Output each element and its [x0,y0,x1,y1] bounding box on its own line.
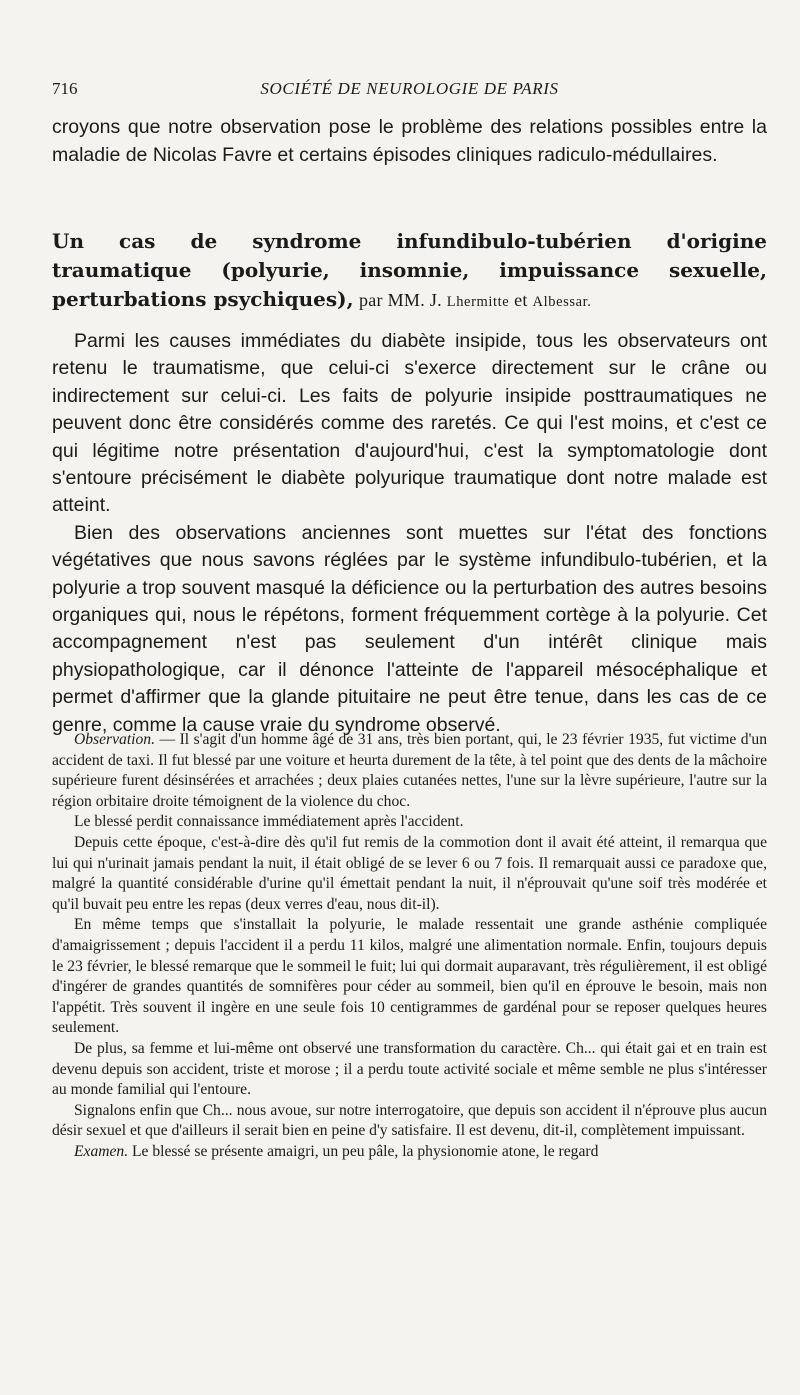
examen-text: Le blessé se présente amaigri, un peu pâle, la physionomie atone, le regard [128,1142,599,1160]
observation-paragraph-4: En même temps que s'installait la polyurie, le malade ressentait une grande asthénie compliquée d'amaigrissement ; depuis l'accident il a perdu 11 kilos, malgré une alimentation normale. Enfin, toujours depuis le 23 février, le blessé remarque que le sommeil le fuit; lui qui dormait auparavant, très régulièrement, il est obligé d'ingérer de grandes quantités de somnifères pour céder au sommeil, bien qu'il en éprouve le besoin, mais non l'appétit. Très souvent il ingère en une seule fois 10 centigrammes de gardénal pour se reposer quelques heures seulement. [52,916,767,1037]
observation-text-1: Il s'agit d'un homme âgé de 31 ans, très bien portant, qui, le 23 février 1935, fut victime d'un accident de taxi. Il fut blessé par une voiture et heurta durement de la tête, à tel point que des dents de la mâchoire supérieure furent désinsérées et arrachées ; deux plaies cutanées nettes, l'une sur la lèvre supérieure, l'autre sur la région orbitaire droite témoignent de la violence du choc. [52,731,767,810]
observation-paragraph-5: De plus, sa femme et lui-même ont observé une transformation du caractère. Ch... qui était gai et en train est devenu depuis son accident, triste et morose ; il a perdu toute activité sociale et même semble ne plus s'intéresser au monde familial qui l'entoure. [52,1039,767,1099]
observation-label: Observation. [74,731,155,748]
running-title: SOCIÉTÉ DE NEUROLOGIE DE PARIS [260,79,559,98]
intro-text [52,328,767,739]
author-lhermitte: Lhermitte [446,294,510,310]
examen-paragraph [52,1142,767,1163]
page-header [52,79,767,103]
examen-label: Examen. [74,1142,129,1160]
lead-paragraph: croyons que notre observation pose le problème des relations possibles entre la maladie de Nicolas Favre et certains épisodes cliniques radiculo-médullaires. [52,116,767,166]
authors-join: et [514,290,528,310]
authors-prefix: par MM. J. [358,290,442,310]
author-albessar: Albessar. [532,294,592,310]
intro-paragraph-1: Parmi les causes immédiates du diabète insipide, tous les observateurs ont retenu le traumatisme, que celui-ci s'exerce directement sur le crâne ou indirectement sur celui-ci. Les faits de polyurie insipide posttraumatiques ne peuvent donc être considérés comme des raretés. Ce qui l'est moins, et c'est ce qui légitime notre présentation d'aujourd'hui, c'est la symptomatologie dont s'entoure précisément le diabète polyurique traumatique dont notre malade est atteint. [52,330,767,517]
article-heading [52,227,767,317]
article-title: Un cas de syndrome infundibulo-tubérien d'origine traumatique (polyurie, insomnie, impuissance sexuelle, perturbations psychiques), [52,229,767,311]
page-number: 716 [52,79,78,98]
article-authors [359,290,592,310]
observation-paragraph-3: Depuis cette époque, c'est-à-dire dès qu'il fut remis de la commotion dont il avait été atteint, il remarqua que lui qui n'urinait jamais pendant la nuit, il était obligé de se lever 6 ou 7 fois. Il remarquait aussi ce paradoxe que, malgré la quantité considérable d'urine qu'il émettait pendant la nuit, il n'éprouvait qu'une soif très modérée et qu'il buvait peu entre les repas (deux verres d'eau, nous dit-il). [52,833,767,913]
observation-dash: — [155,731,180,748]
observation-paragraph-2: Le blessé perdit connaissance immédiatement après l'accident. [74,813,464,831]
observation-paragraph-1 [52,730,767,812]
observation-section [52,730,767,1162]
observation-paragraph-6: Signalons enfin que Ch... nous avoue, sur notre interrogatoire, que depuis son accident il n'éprouve plus aucun désir sexuel et que d'ailleurs il serait bien en peine d'y satisfaire. Il est devenu, dit-il, complètement impuissant. [52,1101,767,1140]
intro-paragraph-2: Bien des observations anciennes sont muettes sur l'état des fonctions végétatives que nous savons réglées par le système infundibulo-tubérien, et la polyurie a trop souvent masqué la déficience ou la perturbation des autres besoins organiques qui, nous le répétons, forment fréquemment cortège à la polyurie. Cet accompagnement n'est pas seulement d'un intérêt clinique mais physiopathologique, car il dénonce l'atteinte de l'appareil mésocéphalique et permet d'affirmer que la glande pituitaire ne peut être tenue, dans les cas de ce genre, comme la cause vraie du syndrome observé. [52,521,767,736]
